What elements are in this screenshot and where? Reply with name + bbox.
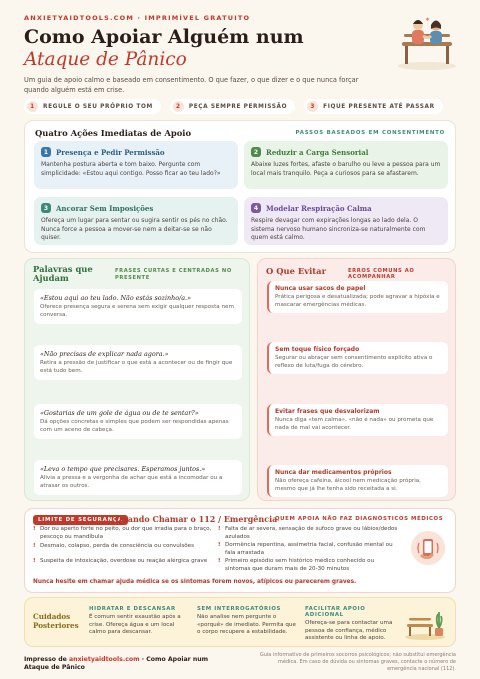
rule-chip xyxy=(24,99,161,114)
symptom-item: ! Falta de ar severa, sensação de sufoco grave ou lábios/dedos azulados xyxy=(218,526,398,541)
rule-number: 1 xyxy=(27,101,38,112)
rule-chip xyxy=(170,99,295,114)
avoid-card xyxy=(267,281,448,313)
action-text: Mantenha postura aberta e tom baixo. Pergunte com simplicidade: «Estou aqui contigo. Posso ficar ao teu lado?» xyxy=(41,161,221,177)
action-title: Reduzir a Carga Sensorial xyxy=(266,147,369,157)
brand-line: ANXIETYAIDTOOLS.COM · IMPRIMÍVEL GRATUITO xyxy=(24,14,251,22)
phrase-desc: Retira a pressão de justificar o que está a acontecer ou de fingir que está tudo bem. xyxy=(40,360,233,374)
intro-text: Um guia de apoio calmo e baseado em consentimento. O que fazer, o que dizer e o que nunca forçar quando alguém está em crise. xyxy=(24,76,359,94)
tip-desc: Não analise nem pergunte o «porquê» de imediato. Permita que o corpo recupere a estabilidade. xyxy=(197,614,296,635)
key-rules xyxy=(24,99,443,114)
action-number: 1 xyxy=(41,147,51,157)
action-text: Abaixe luzes fortes, afaste o barulho ou leve a pessoa para um local mais tranquilo. Peça a curiosos para se afastarem. xyxy=(251,161,441,177)
avoid-card xyxy=(267,465,448,497)
symptom-item: ! Dormência repentina, assimetria facial, confusão mental ou fala arrastada xyxy=(218,542,398,557)
rule-label: FIQUE PRESENTE ATÉ PASSAR xyxy=(323,103,435,110)
footer-url[interactable]: anxietyaidtools.com xyxy=(68,656,140,663)
phrase-desc: Oferece presença segura e serena sem exigir qualquer resposta nem conversa. xyxy=(40,304,234,318)
rule-label: REGULE O SEU PRÓPRIO TOM xyxy=(43,103,153,110)
action-text: Ofereça um lugar para sentar ou sugira sentir os pés no chão. Nunca force a pessoa a mover-se nem a deitar-se se não quiser. xyxy=(41,217,228,241)
phrase-quote: «Leva o tempo que precisares. Esperamos juntos.» xyxy=(40,465,206,473)
safety-label: LIMITE DE SEGURANÇA xyxy=(33,515,128,525)
action-card xyxy=(244,197,448,245)
phrase-quote: «Não precisas de explicar nada agora.» xyxy=(40,350,169,358)
action-title: Presença e Pedir Permissão xyxy=(56,147,165,157)
symptom-item: ! Primeiro episódio sem histórico médico conhecido ou sintomas que duram mais de 20-30 minutos xyxy=(218,558,398,573)
action-title: Modelar Respiração Calma xyxy=(266,203,372,213)
action-card xyxy=(34,197,238,245)
section-tag: ERROS COMUNS AO ACOMPANHAR xyxy=(348,268,415,280)
aftercare-tip xyxy=(197,606,297,637)
section-title: Quando Chamar o 112 / Emergência xyxy=(115,514,278,524)
footer-credit xyxy=(24,656,224,672)
tip-title: SEM INTERROGATÓRIOS xyxy=(197,606,282,612)
avoid-desc: Não ofereça cafeína, álcool nem medicação própria, mesmo que já lhe tenha sido receitada a si. xyxy=(275,478,421,492)
aftercare-tip xyxy=(305,606,405,643)
avoid-desc: Prática perigosa e desatualizada; pode agravar a hipóxia e mascarar emergências médicas. xyxy=(275,294,440,308)
phrase-card xyxy=(34,345,242,380)
aftercare-section xyxy=(24,597,456,647)
helpful-phrases-section xyxy=(24,258,250,501)
symptom-item: ! Suspeita de intoxicação, overdose ou reação alérgica grave xyxy=(33,558,213,566)
phrase-quote: «Estou aqui ao teu lado. Não estás sozinho/a.» xyxy=(40,294,191,302)
tip-title: HIDRATAR E DESCANSAR xyxy=(89,606,176,612)
phrase-desc: Alivia a pressa e a vergonha de achar que está a incomodar ou a atrasar os outros. xyxy=(40,475,223,489)
section-title: Palavras que Ajudam xyxy=(33,264,93,283)
footer-prefix: Impresso de xyxy=(24,656,69,663)
section-tag: PASSOS BASEADOS EM CONSENTIMENTO xyxy=(295,130,445,136)
bench-plant-icon xyxy=(403,608,447,640)
avoid-title: Sem toque físico forçado xyxy=(275,346,360,353)
immediate-actions-section xyxy=(24,120,456,253)
action-number: 2 xyxy=(251,147,261,157)
tip-desc: Ofereça-se para contactar uma pessoa de confiança, médico assistente ou linha de apoio. xyxy=(305,620,393,641)
symptom-item: ! Dor ou aperto forte no peito, ou dor que irradia para o braço, pescoço ou mandíbula xyxy=(33,526,213,541)
avoid-title: Nunca dar medicamentos próprios xyxy=(275,469,392,476)
section-tag: QUEM APOIA NÃO FAZ DIAGNÓSTICOS MÉDICOS xyxy=(275,516,444,522)
rule-number: 3 xyxy=(307,101,318,112)
action-card xyxy=(244,141,448,189)
section-title: Quatro Ações Imediatas de Apoio xyxy=(35,128,192,138)
avoid-card xyxy=(267,342,448,374)
rule-number: 2 xyxy=(173,101,184,112)
couple-on-bench-illustration xyxy=(396,14,458,72)
avoid-card xyxy=(267,404,448,436)
emergency-section xyxy=(24,508,456,593)
phrase-desc: Dá opções concretas e simples que podem ser respondidas apenas com um aceno de cabeça. xyxy=(40,419,229,433)
what-to-avoid-section xyxy=(257,258,456,501)
avoid-desc: Nunca diga «tem calma», «não é nada» ou prometa que nada de mal vai acontecer. xyxy=(275,417,434,431)
emergency-footnote: Nunca hesite em chamar ajuda médica se os sintomas forem novos, atípicos ou parecerem graves. xyxy=(33,579,357,585)
avoid-title: Nunca usar sacos de papel xyxy=(275,285,366,292)
action-number: 4 xyxy=(251,203,261,213)
avoid-title: Evitar frases que desvalorizam xyxy=(275,408,380,415)
action-title: Ancorar Sem Imposições xyxy=(56,203,154,213)
avoid-desc: Segurar ou abraçar sem consentimento explícito ativa o reflexo de luta/fuga do cérebro. xyxy=(275,355,433,369)
action-card xyxy=(34,141,238,189)
section-tag: FRASES CURTAS E CENTRADAS NO PRESENTE xyxy=(115,268,232,281)
symptom-item: ! Desmaio, colapso, perda de consciência ou convulsões xyxy=(33,543,213,551)
page-subtitle: Ataque de Pânico xyxy=(24,49,187,70)
footer-suffix: · Como Apoiar num Ataque de Pânico xyxy=(24,656,209,671)
aftercare-tip xyxy=(89,606,189,637)
phrase-card xyxy=(34,289,242,324)
phone-call-icon xyxy=(411,531,445,565)
phrase-quote: «Gostarias de um gole de água ou de te sentar?» xyxy=(40,409,199,417)
tip-title: FACILITAR APOIO ADICIONAL xyxy=(305,606,366,618)
rule-chip xyxy=(304,99,443,114)
phrase-card xyxy=(34,404,242,439)
footer-disclaimer: Guia informativo de primeiros socorros psicológicos; não substitui emergência médica. Em caso de dúvida ou sintomas graves, contacte o número de emergência nacional (112). xyxy=(259,652,456,672)
action-number: 3 xyxy=(41,203,51,213)
page-title: Como Apoiar Alguém num xyxy=(24,26,304,48)
tip-desc: É comum sentir exaustão após a crise. Ofereça água e um local calmo para descansar. xyxy=(89,614,181,635)
phrase-card xyxy=(34,460,242,495)
rule-label: PEÇA SEMPRE PERMISSÃO xyxy=(188,103,288,110)
action-text: Respire devagar com expirações longas ao lado dela. O sistema nervoso humano sincroniza-se naturalmente com quem está calmo. xyxy=(251,217,426,241)
section-title: Cuidados Posteriores xyxy=(33,612,79,630)
section-title: O Que Evitar xyxy=(266,266,326,276)
